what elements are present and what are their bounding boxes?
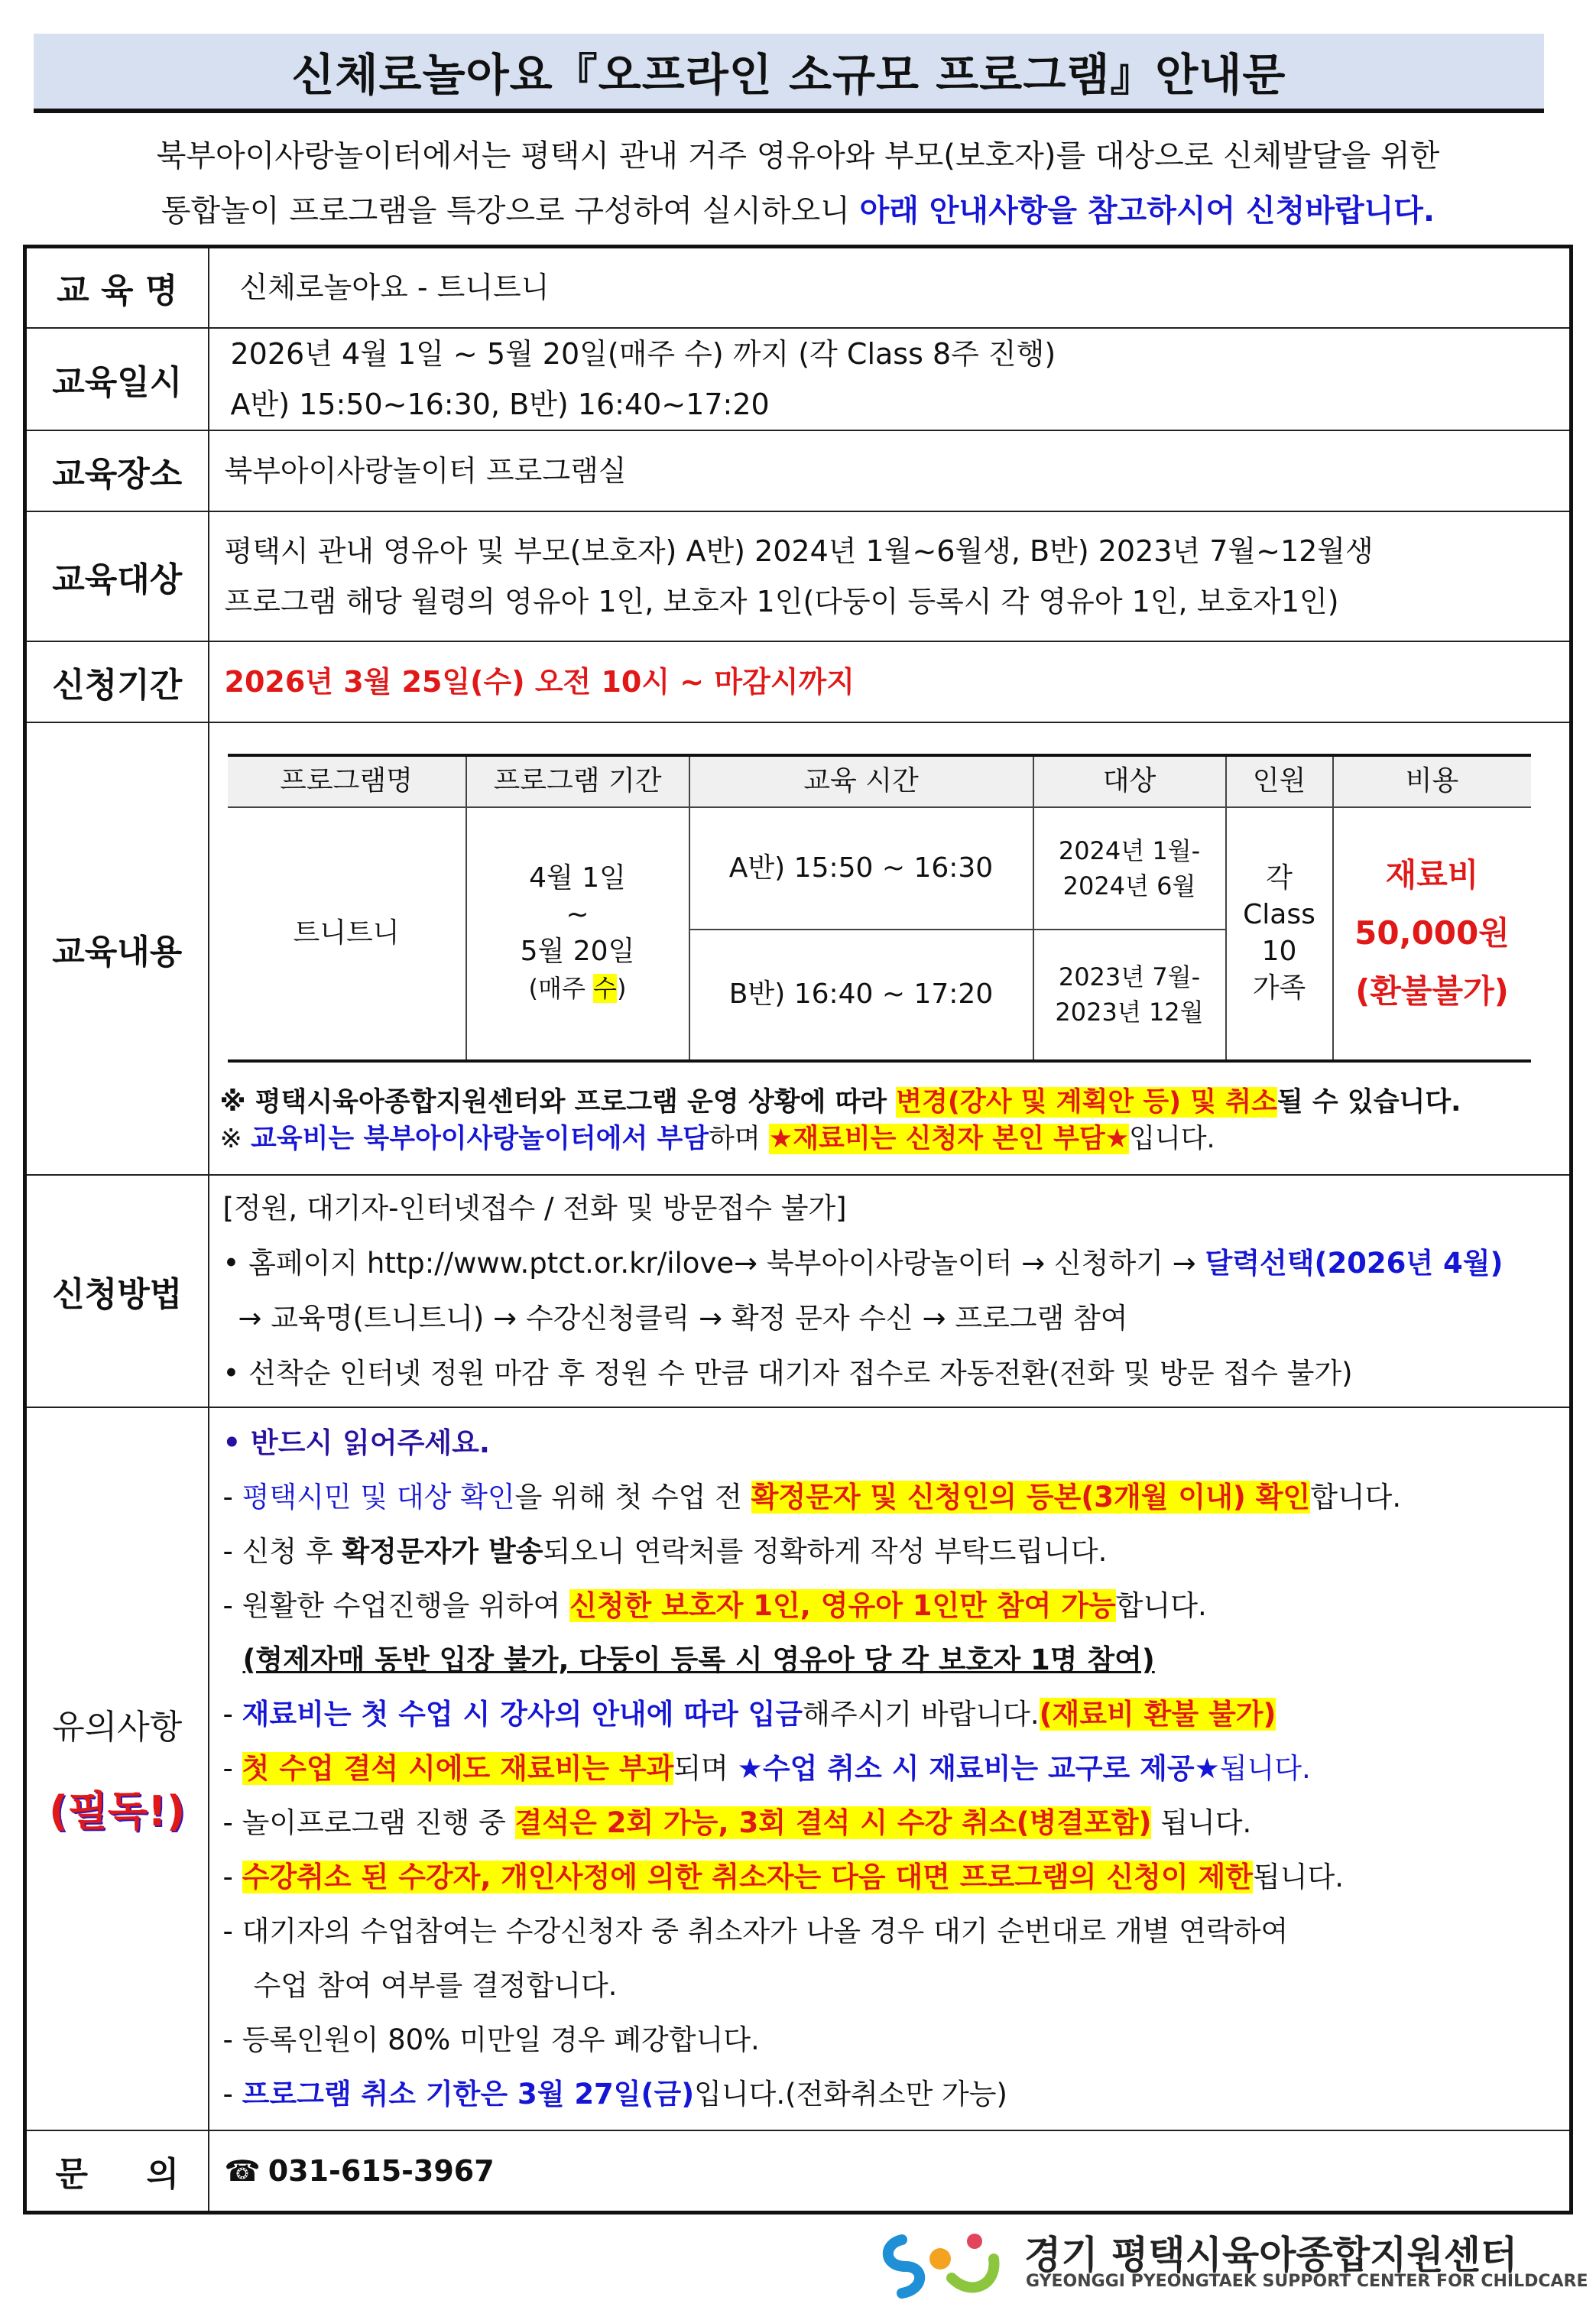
n3b: 확정문자가 발송 [342, 1535, 543, 1568]
label-contact: 문 의 [25, 2130, 209, 2213]
n7b: 첫 수업 결석 시에도 재료비는 부과 [242, 1752, 674, 1785]
value-method [209, 1175, 1572, 1407]
people-class: Class [1243, 899, 1315, 930]
cost-label: 재료비 [1385, 856, 1479, 894]
notice-line-8 [223, 1796, 1570, 1850]
program-period-cell [466, 807, 689, 1061]
weekday-suffix: ) [616, 974, 627, 1003]
note2-highlight: ★재료비는 신청자 본인 부담★ [768, 1123, 1130, 1154]
center-logo-icon [879, 2224, 1009, 2301]
footer-org-en: GYEONGGI PYEONGTAEK SUPPORT CENTER FOR CHILDCARE [1026, 2272, 1588, 2291]
note1-highlight: 변경(강사 및 계획안 등) 및 취소 [896, 1086, 1277, 1118]
program-table [228, 754, 1531, 1063]
label-period: 신청기간 [25, 641, 209, 722]
time-a-cell: A반) 15:50 ~ 16:30 [689, 807, 1033, 930]
time-b-cell: B반) 16:40 ~ 17:20 [689, 930, 1033, 1061]
value-period: 2026년 3월 25일(수) 오전 10시 ~ 마감시까지 [209, 641, 1572, 722]
value-dates [209, 328, 1572, 430]
period-end: 5월 20일 [520, 936, 635, 967]
target-line-2: 프로그램 해당 월령의 영유아 1인, 보호자 1인(다둥이 등록시 각 영유아 1인, 보호자1인) [224, 584, 1339, 618]
n7d: ★수업 취소 시 재료비는 교구로 제공★ [737, 1752, 1220, 1785]
notice-line-12: - 등록인원이 80% 미만일 경우 폐강합니다. [222, 2023, 760, 2056]
n8a: - 놀이프로그램 진행 중 [222, 1806, 515, 1839]
target-b-start: 2023년 7월- [1058, 962, 1201, 991]
info-table [23, 245, 1573, 2215]
dates-line-1: 2026년 4월 1일 ~ 5월 20일(매주 수) 까지 (각 Class 8주 진행) [230, 336, 1056, 371]
notice-must-read: (필독!) [49, 1787, 186, 1835]
intro-line-1: 북부아이사랑놀이터에서는 평택시 관내 거주 영유아와 부모(보호자)를 대상으로 신체발달을 위한 [156, 138, 1440, 174]
n2b: 평택시민 및 대상 확인 [242, 1481, 515, 1514]
intro-text [46, 128, 1550, 238]
period-sep: ~ [566, 899, 589, 930]
method-line-4: • 선착순 인터넷 정원 마감 후 정원 수 만큼 대기자 접수로 자동전환(전화 및 방문 접수 불가) [222, 1356, 1353, 1390]
label-content: 교육내용 [25, 722, 209, 1175]
weekday-prefix: (매주 [528, 974, 594, 1003]
n4b: 신청한 보호자 1인, 영유아 1인만 참여 가능 [569, 1589, 1116, 1622]
label-name: 교 육 명 [25, 247, 209, 328]
notice-line-7 [223, 1741, 1570, 1796]
phone-icon: ☎ [224, 2153, 261, 2188]
header-program: 프로그램명 [228, 755, 466, 807]
n2c: 을 위해 첫 수업 전 [514, 1481, 751, 1514]
people-each: 각 [1266, 862, 1293, 894]
note2-mid: 하며 [709, 1123, 769, 1154]
header-target: 대상 [1033, 755, 1226, 807]
intro-line-2-emphasis: 아래 안내사항을 참고하시어 신청바랍니다. [859, 193, 1435, 229]
target-a-start: 2024년 1월- [1058, 836, 1201, 865]
dates-line-2: A반) 15:50~16:30, B반) 16:40~17:20 [230, 387, 770, 421]
label-place: 교육장소 [25, 430, 209, 511]
people-cell [1226, 807, 1333, 1061]
contact-phone: 031-615-3967 [268, 2153, 495, 2188]
period-start: 4월 1일 [529, 862, 626, 894]
intro-line-2 [46, 183, 1550, 238]
note2-mark: ※ [219, 1123, 251, 1154]
value-content [209, 722, 1572, 1175]
notice-label: 유의사항 [52, 1708, 183, 1747]
method-line-1: [정원, 대기자-인터넷접수 / 전화 및 방문접수 불가] [222, 1191, 847, 1225]
n6c: 해주시기 바랍니다. [803, 1698, 1040, 1731]
target-a-end: 2024년 6월 [1062, 871, 1196, 900]
header-period: 프로그램 기간 [466, 755, 689, 807]
value-place: 북부아이사랑놀이터 프로그램실 [209, 430, 1572, 511]
notice-line-11: 수업 참여 여부를 결정합니다. [253, 1969, 618, 2002]
n3a: - 신청 후 [222, 1535, 342, 1568]
n7a: - [222, 1752, 242, 1785]
label-dates: 교육일시 [25, 328, 209, 430]
notice-line-13 [223, 2067, 1570, 2121]
intro-line-2-plain: 통합놀이 프로그램을 특강으로 구성하여 실시하오니 [161, 193, 860, 229]
n7c: 되며 [673, 1752, 738, 1785]
method-calendar: 달력선택(2026년 4월) [1205, 1246, 1504, 1280]
target-a-cell [1033, 807, 1226, 930]
target-b-end: 2023년 12월 [1055, 998, 1204, 1027]
period-weekday [467, 970, 689, 1007]
value-target [209, 511, 1572, 641]
method-line-2-plain: • 홈페이지 http://www.ptct.or.kr/ilove→ 북부아이사랑놀이터 → 신청하기 → [222, 1246, 1205, 1280]
n8c: 됩니다. [1151, 1806, 1252, 1839]
value-notice [209, 1407, 1572, 2130]
header-cost: 비용 [1333, 755, 1531, 807]
course-name: 신체로놀아요 - 트니트니 [239, 271, 550, 305]
n8b: 결석은 2회 가능, 3회 결석 시 수강 취소(병결포함) [514, 1806, 1152, 1839]
method-line-2 [223, 1236, 1570, 1291]
notice-line-2 [223, 1470, 1570, 1524]
n6a: - [222, 1698, 242, 1731]
n4c: 합니다. [1115, 1589, 1207, 1622]
notice-line-3 [223, 1524, 1570, 1579]
notice-line-5: (형제자매 동반 입장 불가, 다둥이 등록 시 영유아 당 각 보호자 1명 참여) [242, 1643, 1155, 1676]
label-method: 신청방법 [25, 1175, 209, 1407]
n13a: - [222, 2078, 242, 2111]
n4a: - 원활한 수업진행을 위하여 [222, 1589, 570, 1622]
notice-line-9 [223, 1850, 1570, 1904]
n9a: - [222, 1861, 242, 1893]
weekday-value: 수 [593, 974, 617, 1003]
header-people: 인원 [1226, 755, 1333, 807]
footer-logo [879, 2224, 1588, 2301]
n3c: 되오니 연락처를 정확하게 작성 부탁드립니다. [543, 1535, 1108, 1568]
method-line-3: → 교육명(트니트니) → 수강신청클릭 → 확정 문자 수신 → 프로그램 참여 [238, 1301, 1128, 1335]
page-title: 신체로놀아요『오프라인 소규모 프로그램』안내문 [34, 34, 1544, 113]
cost-refund: (환불불가) [1355, 972, 1509, 1010]
note2-end: 입니다. [1129, 1123, 1215, 1154]
label-target: 교육대상 [25, 511, 209, 641]
n13b: 프로그램 취소 기한은 3월 27일(금) [242, 2078, 695, 2111]
n7e: 됩니다. [1219, 1752, 1311, 1785]
value-contact [209, 2130, 1572, 2213]
note-line-2 [220, 1121, 1570, 1157]
people-count: 10 [1261, 936, 1297, 967]
n2d: 확정문자 및 신청인의 등본(3개월 이내) 확인 [751, 1481, 1311, 1514]
program-name-cell: 트니트니 [228, 807, 466, 1061]
n2e: 합니다. [1310, 1481, 1402, 1514]
notice-line-4 [223, 1579, 1570, 1633]
target-line-1: 평택시 관내 영유아 및 부모(보호자) A반) 2024년 1월~6월생, B반) 2023년 7월~12월생 [224, 534, 1374, 568]
notice-line-6 [223, 1687, 1570, 1741]
note2-blue: 교육비는 북부아이사랑놀이터에서 부담 [250, 1123, 709, 1154]
note-line-1 [220, 1084, 1570, 1121]
cost-cell [1333, 807, 1531, 1061]
notice-read-carefully: • 반드시 읽어주세요. [222, 1426, 490, 1459]
n6b: 재료비는 첫 수업 시 강사의 안내에 따라 입금 [242, 1698, 803, 1731]
n2a: - [222, 1481, 242, 1514]
footer-org-ko: 경기 평택시육아종합지원센터 [1024, 2233, 1518, 2277]
label-notice [25, 1407, 209, 2130]
people-unit: 가족 [1252, 972, 1306, 1004]
value-name [209, 247, 1572, 328]
header-time: 교육 시간 [689, 755, 1033, 807]
notice-line-10: - 대기자의 수업참여는 수강신청자 중 취소자가 나올 경우 대기 순번대로 개별 연락하여 [222, 1915, 1289, 1948]
n13c: 입니다.(전화취소만 가능) [694, 2078, 1007, 2111]
n6d: (재료비 환불 불가) [1039, 1698, 1276, 1731]
note1-plain: ※ 평택시육아종합지원센터와 프로그램 운영 상황에 따라 [219, 1086, 897, 1118]
note1-end: 될 수 있습니다. [1276, 1086, 1461, 1118]
n9c: 됩니다. [1252, 1861, 1344, 1893]
cost-amount: 50,000원 [1354, 914, 1510, 952]
n9b: 수강취소 된 수강자, 개인사정에 의한 취소자는 다음 대면 프로그램의 신청이 제한 [242, 1861, 1253, 1893]
target-b-cell [1033, 930, 1226, 1061]
content-notes [209, 1078, 1570, 1157]
